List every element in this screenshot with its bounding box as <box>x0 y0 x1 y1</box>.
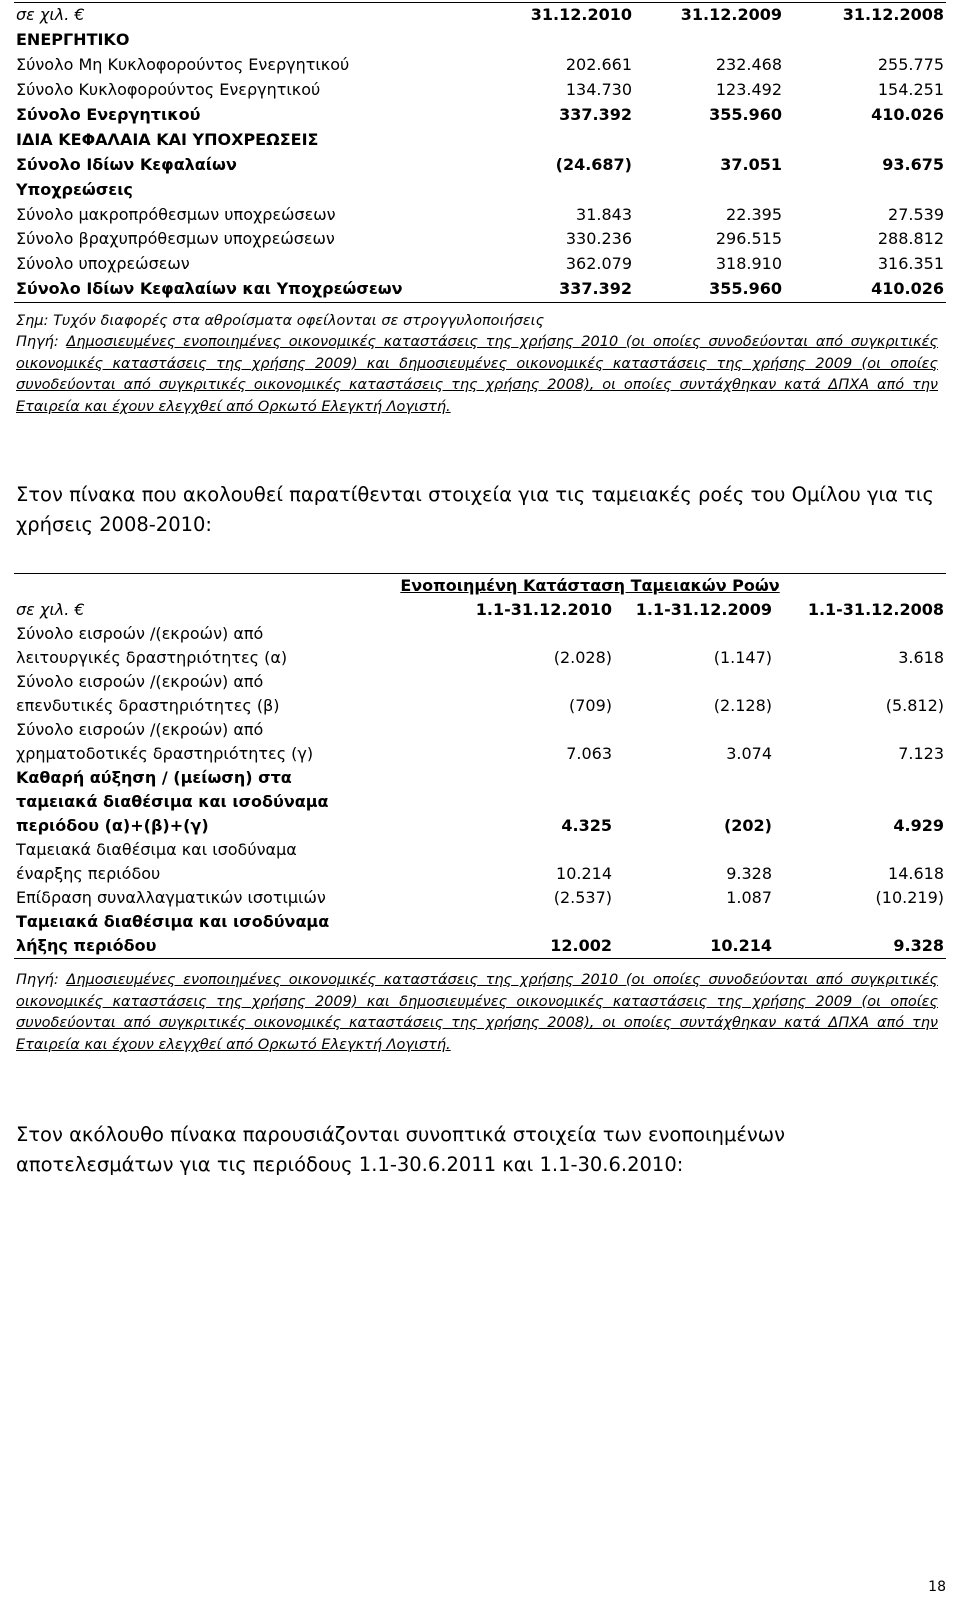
row-label-line: χρηματοδοτικές δραστηριότητες (γ) <box>16 744 314 763</box>
row-label <box>14 910 454 959</box>
cell-value: 10.214 <box>556 864 612 883</box>
currency-unit-label: σε χιλ. € <box>16 600 85 619</box>
cell-value: 318.910 <box>715 254 782 274</box>
table-row <box>14 886 946 910</box>
row-label: Σύνολο μακροπρόθεσμων υποχρεώσεων <box>16 204 336 224</box>
source-text: Δημοσιευμένες ενοποιημένες οικονομικές καταστάσεις της χρήσης 2010 (οι οποίες συνοδεύονται από συγκριτικές οικονομικές καταστάσεις της χρήσης 2009) και δημοσιευμένες οικονομικές καταστάσεις της χρήσης 2009 (οι οποίες συνοδεύονται από συγκριτικές οικονομικές καταστάσεις της χρήσης 2008), οι οποίες συντάχθηκαν κατά ΔΠΧΑ από την Εταιρεία και έχουν ελεγχθεί από Ορκωτό Ελεγκτή Λογιστή. <box>16 972 938 1053</box>
cell-value: 31.843 <box>576 204 632 224</box>
column-header: 1.1-31.12.2008 <box>807 600 945 619</box>
row-label: ΙΔΙΑ ΚΕΦΑΛΑΙΑ ΚΑΙ ΥΠΟΧΡΕΩΣΕΙΣ <box>16 129 319 149</box>
row-label-line: λειτουργικές δραστηριότητες (α) <box>16 648 288 667</box>
row-label-line: Ταμειακά διαθέσιμα και ισοδύναμα <box>16 840 297 859</box>
table-row <box>14 277 946 302</box>
cell-value: 337.392 <box>559 105 632 124</box>
cell-value <box>634 28 784 53</box>
cell-value: 3.618 <box>898 648 945 667</box>
row-label <box>14 622 454 670</box>
table-header-row <box>14 598 946 622</box>
cell-value: 255.775 <box>877 55 944 75</box>
row-label: ΕΝΕΡΓΗΤΙΚΟ <box>16 30 130 50</box>
cell-value: (5.812) <box>885 696 945 715</box>
row-label-line: Σύνολο εισροών /(εκροών) από <box>16 672 264 691</box>
cell-value: 296.515 <box>715 229 782 249</box>
cell-value: 7.063 <box>566 744 612 763</box>
table-row <box>14 28 946 53</box>
cell-value: (2.128) <box>713 696 772 715</box>
column-header: 1.1-31.12.2010 <box>475 600 612 619</box>
cell-value: 7.123 <box>898 744 945 763</box>
row-label <box>14 718 454 766</box>
cell-value: 410.026 <box>784 277 946 302</box>
cell-value: 355.960 <box>709 105 782 124</box>
cell-value <box>634 177 784 202</box>
row-label-line: Ταμειακά διαθέσιμα και ισοδύναμα <box>16 912 330 931</box>
table-title-row <box>14 574 946 599</box>
cell-value <box>784 177 946 202</box>
cell-value: 232.468 <box>715 55 782 75</box>
cell-value: 10.214 <box>614 910 774 959</box>
cell-value <box>634 127 784 152</box>
source-label: Πηγή: <box>16 972 59 988</box>
cash-flow-table <box>14 573 946 959</box>
cell-value: 134.730 <box>565 80 632 100</box>
cell-value: 14.618 <box>888 864 945 883</box>
intro-paragraph: Στον πίνακα που ακολουθεί παρατίθενται στοιχεία για τις ταμειακές ροές του Ομίλου για τις χρήσεις 2008-2010: <box>16 483 934 536</box>
column-header: 1.1-31.12.2009 <box>635 600 772 619</box>
row-label: Υποχρεώσεις <box>16 179 133 199</box>
cell-value: 9.328 <box>726 864 772 883</box>
source-text: Δημοσιευμένες ενοποιημένες οικονομικές καταστάσεις της χρήσης 2010 (οι οποίες συνοδεύονται από συγκριτικές οικονομικές καταστάσεις της χρήσης 2009) και δημοσιευμένες οικονομικές καταστάσεις της χρήσης 2009 (οι οποίες συνοδεύονται από συγκριτικές οικονομικές καταστάσεις της χρήσης 2008), οι οποίες συντάχθηκαν κατά ΔΠΧΑ από την Εταιρεία και έχουν ελεγχθεί από Ορκωτό Ελεγκτή Λογιστή. <box>16 334 938 415</box>
row-label: Σύνολο Κυκλοφορούντος Ενεργητικού <box>16 80 321 100</box>
cell-value: (202) <box>723 816 772 835</box>
cell-value: 1.087 <box>726 888 772 907</box>
cell-value: 22.395 <box>726 204 782 224</box>
row-label-line: Σύνολο εισροών /(εκροών) από <box>16 624 264 643</box>
row-label: Σύνολο Ενεργητικού <box>16 105 201 124</box>
cell-value: (24.687) <box>555 154 632 174</box>
cell-value: (2.537) <box>553 888 612 907</box>
row-label-line: περιόδου (α)+(β)+(γ) <box>16 816 209 835</box>
table-row <box>14 227 946 252</box>
source-label: Πηγή: <box>16 334 59 350</box>
column-header: 31.12.2010 <box>484 3 634 28</box>
balance-sheet-table <box>14 2 946 303</box>
table-row <box>14 127 946 152</box>
table-row <box>14 670 946 718</box>
row-label: Σύνολο βραχυπρόθεσμων υποχρεώσεων <box>16 229 335 249</box>
cell-value: (1.147) <box>713 648 772 667</box>
cell-value: 12.002 <box>454 910 614 959</box>
row-label <box>14 838 454 886</box>
row-label-line: ταμειακά διαθέσιμα και ισοδύναμα <box>16 792 329 811</box>
cell-value <box>484 177 634 202</box>
table-row <box>14 78 946 103</box>
table-row <box>14 202 946 227</box>
cell-value: 202.661 <box>565 55 632 75</box>
row-label <box>14 766 454 838</box>
cell-value: 337.392 <box>484 277 634 302</box>
column-header: 31.12.2008 <box>784 3 946 28</box>
cell-value: 355.960 <box>634 277 784 302</box>
source-note <box>16 970 938 1056</box>
cell-value: 410.026 <box>871 105 944 124</box>
source-note <box>16 332 938 418</box>
currency-unit-label: σε χιλ. € <box>14 3 484 28</box>
table-row <box>14 177 946 202</box>
table-row <box>14 53 946 78</box>
table-row <box>14 766 946 838</box>
page-number: 18 <box>928 1579 946 1595</box>
row-label-line: λήξης περιόδου <box>16 936 157 955</box>
row-label: Επίδραση συναλλαγματικών ισοτιμιών <box>16 888 326 907</box>
row-label: Σύνολο Ιδίων Κεφαλαίων και Υποχρεώσεων <box>14 277 484 302</box>
cell-value: 9.328 <box>774 910 946 959</box>
row-label: Σύνολο Μη Κυκλοφορούντος Ενεργητικού <box>16 55 350 75</box>
row-label-line: Σύνολο εισροών /(εκροών) από <box>16 720 264 739</box>
cell-value: 362.079 <box>565 254 632 274</box>
cell-value: (2.028) <box>553 648 612 667</box>
cell-value: 93.675 <box>882 154 944 174</box>
table-title: Ενοποιημένη Κατάσταση Ταμειακών Ροών <box>14 574 946 599</box>
cell-value: 4.325 <box>561 816 612 835</box>
cell-value <box>484 28 634 53</box>
cell-value: 27.539 <box>888 204 944 224</box>
cell-value: (709) <box>568 696 612 715</box>
row-label-line: επενδυτικές δραστηριότητες (β) <box>16 696 280 715</box>
rounding-note: Σημ: Τυχόν διαφορές στα αθροίσματα οφείλονται σε στρογγυλοποιήσεις <box>16 313 545 329</box>
table-row <box>14 252 946 277</box>
cell-value: (10.219) <box>875 888 945 907</box>
cell-value: 123.492 <box>715 80 782 100</box>
table-row <box>14 103 946 128</box>
cell-value: 37.051 <box>720 154 782 174</box>
cell-value: 288.812 <box>877 229 944 249</box>
table-row <box>14 152 946 177</box>
cell-value: 316.351 <box>877 254 944 274</box>
row-label: Σύνολο Ιδίων Κεφαλαίων <box>16 154 237 174</box>
table-row <box>14 718 946 766</box>
intro-paragraph: Στον ακόλουθο πίνακα παρουσιάζονται συνοπτικά στοιχεία των ενοποιημένων αποτελεσμάτων για τις περιόδους 1.1-30.6.2011 και 1.1-30.6.2010: <box>16 1123 786 1176</box>
row-label-line: Καθαρή αύξηση / (μείωση) στα <box>16 768 292 787</box>
cell-value: 154.251 <box>877 80 944 100</box>
cell-value: 3.074 <box>726 744 772 763</box>
table-row <box>14 622 946 670</box>
cell-value <box>784 127 946 152</box>
cell-value: 330.236 <box>565 229 632 249</box>
row-label-line: έναρξης περιόδου <box>16 864 161 883</box>
row-label: Σύνολο υποχρεώσεων <box>16 254 190 274</box>
column-header: 31.12.2009 <box>634 3 784 28</box>
cell-value: 4.929 <box>893 816 945 835</box>
cell-value <box>484 127 634 152</box>
cell-value <box>784 28 946 53</box>
table-header-row <box>14 3 946 28</box>
row-label <box>14 670 454 718</box>
table-row <box>14 910 946 959</box>
table-row <box>14 838 946 886</box>
